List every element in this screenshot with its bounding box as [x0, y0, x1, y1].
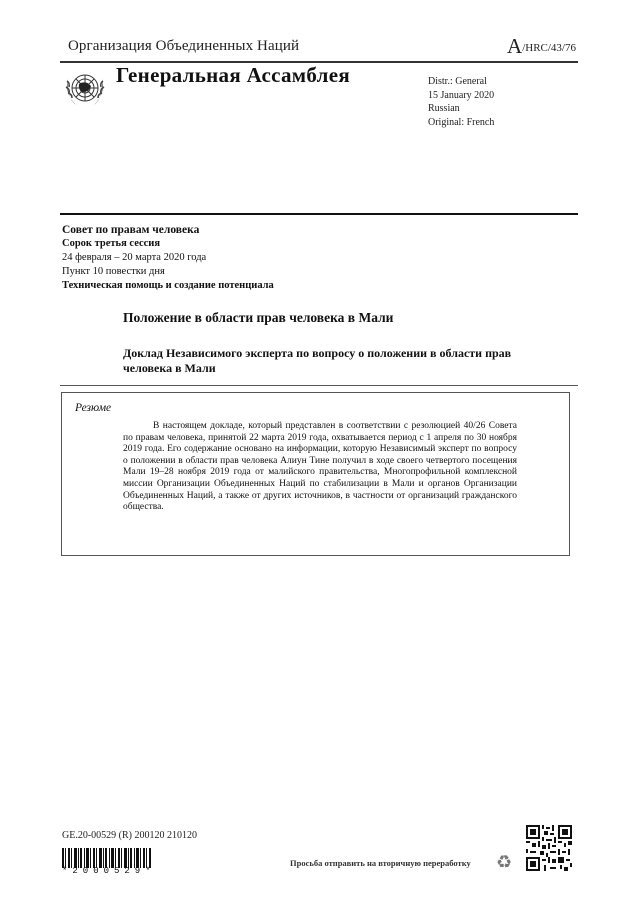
agenda-title: Техническая помощь и создание потенциала — [62, 280, 274, 291]
symbol-prefix: A — [507, 34, 523, 58]
document-symbol — [507, 34, 576, 59]
un-emblem-icon — [62, 67, 108, 113]
summary-heading: Резюме — [75, 402, 112, 414]
council-name: Совет по правам человека — [62, 224, 200, 236]
session-dates: 24 февраля – 20 марта 2020 года — [62, 252, 207, 263]
barcode-number: *2000529* — [62, 866, 156, 876]
barcode-icon — [62, 848, 152, 868]
document-title: Положение в области прав человека в Мали — [123, 310, 394, 325]
language-line: Russian — [428, 103, 460, 114]
distr-line: Distr.: General — [428, 76, 487, 87]
title-rule — [60, 385, 578, 386]
distribution-block — [428, 75, 494, 129]
agenda-item: Пункт 10 повестки дня — [62, 266, 165, 277]
qr-code-icon — [526, 825, 572, 871]
original-line: Original: French — [428, 116, 495, 128]
assembly-name: Генеральная Ассамблея — [116, 63, 351, 87]
symbol-rest: /HRC/43/76 — [522, 42, 576, 54]
section-rule — [60, 213, 578, 215]
document-subtitle: Доклад Независимого эксперта по вопросу о положении в области прав человека в Мали — [123, 346, 512, 375]
date-line: 15 January 2020 — [428, 89, 495, 101]
recycle-text: Просьба отправить на вторичную переработку — [290, 858, 471, 868]
job-number: GE.20-00529 (R) 200120 210120 — [62, 830, 197, 841]
organization-name: Организация Объединенных Наций — [68, 38, 300, 54]
summary-text: В настоящем докладе, который представлен в соответствии с резолюцией 40/26 Совета по правам человека, принятой 22 марта 2019 года, охватывается период с 1 апреля по 30 ноября 2019 года. Его содержание основано на информации, которую Независимый эксперт по вопросу о положении в области прав человека Алиун Тине получил в ходе своего четвертого посещения Мали 19–28 ноября 2019 года от малийского правительства, Многопрофильной комплексной миссии Организации Объединенных Наций по стабилизации в Мали и органов Организации Объединенных Наций, а также от других источников, в частности от организаций гражданского общества. — [123, 421, 517, 513]
session-name: Сорок третья сессия — [62, 238, 161, 249]
recycle-icon: ♻ — [496, 852, 513, 872]
council-block — [62, 223, 274, 293]
